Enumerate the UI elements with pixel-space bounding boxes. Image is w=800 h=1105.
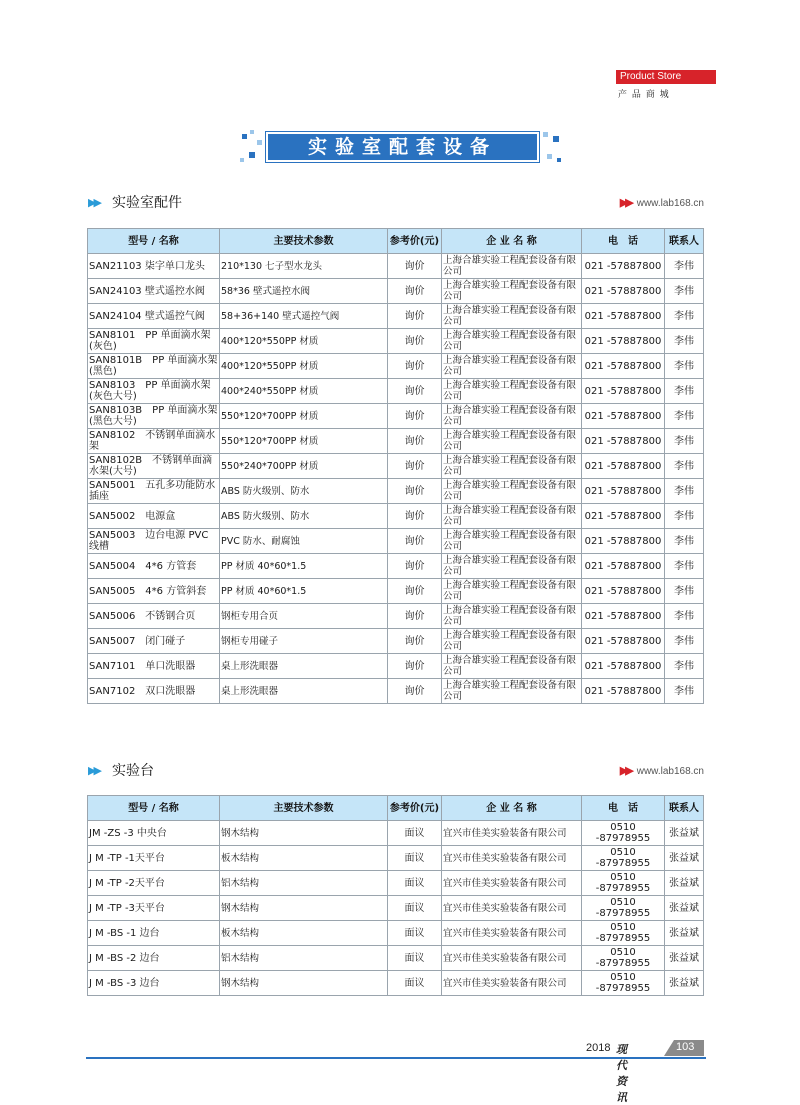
cell-model: J M -TP -1天平台 [88,846,220,871]
cell-contact: 李伟 [665,404,704,429]
cell-contact: 李伟 [665,529,704,554]
table-row [88,946,704,971]
cell-company: 上海合雄实验工程配套设备有限公司 [442,554,582,579]
cell-price: 询价 [388,329,442,354]
cell-price: 询价 [388,304,442,329]
site-link[interactable] [620,196,704,209]
cell-price: 询价 [388,379,442,404]
cell-contact: 李伟 [665,604,704,629]
cell-spec: 58*36 壁式遥控水阀 [220,279,388,304]
cell-company: 上海合雄实验工程配套设备有限公司 [442,604,582,629]
accessories-table [87,228,704,704]
cell-price: 询价 [388,504,442,529]
page-number: 103 [676,1041,695,1053]
cell-price: 询价 [388,454,442,479]
table-row [88,429,704,454]
product-store-badge: Product Store [616,70,716,84]
cell-phone: 021 -57887800 [582,529,665,554]
cell-company: 上海合雄实验工程配套设备有限公司 [442,629,582,654]
cell-spec: 板木结构 [220,921,388,946]
col-header-contact: 联系人 [665,229,704,254]
site-url[interactable]: www.lab168.cn [636,766,704,777]
cell-price: 面议 [388,896,442,921]
col-header-phone: 电 话 [582,796,665,821]
cell-model: J M -BS -2 边台 [88,946,220,971]
cell-contact: 张益斌 [665,821,704,846]
cell-model: SAN24104 壁式遥控气阀 [88,304,220,329]
cell-contact: 张益斌 [665,871,704,896]
table-row [88,529,704,554]
col-header-model: 型号 / 名称 [88,796,220,821]
cell-phone: 0510 -87978955 [582,896,665,921]
cell-price: 询价 [388,579,442,604]
banner-decoration-right [539,128,565,168]
cell-spec: 钢木结构 [220,821,388,846]
cell-spec: 桌上形洗眼器 [220,679,388,704]
cell-price: 询价 [388,279,442,304]
footer-magazine: 现代资讯 [616,1043,628,1104]
double-arrow-icon: ▶▶ [88,196,99,209]
table-row [88,329,704,354]
cell-price: 询价 [388,529,442,554]
cell-model: SAN5004 4*6 方管套 [88,554,220,579]
cell-phone: 0510 -87978955 [582,846,665,871]
cell-company: 上海合雄实验工程配套设备有限公司 [442,279,582,304]
cell-phone: 021 -57887800 [582,654,665,679]
cell-contact: 李伟 [665,329,704,354]
cell-company: 宜兴市佳美实验装备有限公司 [442,946,582,971]
cell-model: SAN21103 柒字单口龙头 [88,254,220,279]
double-arrow-icon: ▶▶ [88,764,99,777]
col-header-company: 企 业 名 称 [442,796,582,821]
cell-company: 上海合雄实验工程配套设备有限公司 [442,429,582,454]
cell-price: 面议 [388,871,442,896]
cell-phone: 0510 -87978955 [582,821,665,846]
cell-phone: 0510 -87978955 [582,871,665,896]
table-row [88,871,704,896]
table-row [88,921,704,946]
cell-contact: 李伟 [665,629,704,654]
cell-model: SAN7102 双口洗眼器 [88,679,220,704]
cell-model: SAN8101 PP 单面滴水架(灰色) [88,329,220,354]
col-header-spec: 主要技术参数 [220,229,388,254]
cell-phone: 021 -57887800 [582,254,665,279]
col-header-phone: 电 话 [582,229,665,254]
table-row [88,404,704,429]
cell-model: J M -BS -3 边台 [88,971,220,996]
cell-spec: 400*240*550PP 材质 [220,379,388,404]
cell-price: 询价 [388,654,442,679]
cell-phone: 021 -57887800 [582,429,665,454]
cell-spec: PP 材质 40*60*1.5 [220,579,388,604]
cell-phone: 0510 -87978955 [582,921,665,946]
cell-spec: 550*120*700PP 材质 [220,404,388,429]
table-row [88,554,704,579]
cell-company: 上海合雄实验工程配套设备有限公司 [442,354,582,379]
section-title: 实验室配件 [112,195,182,211]
cell-model: SAN8102B 不锈钢单面滴水架(大号) [88,454,220,479]
cell-company: 上海合雄实验工程配套设备有限公司 [442,654,582,679]
site-url[interactable]: www.lab168.cn [636,198,704,209]
cell-phone: 021 -57887800 [582,279,665,304]
site-link[interactable] [620,764,704,777]
cell-spec: 钢柜专用合页 [220,604,388,629]
cell-price: 询价 [388,354,442,379]
cell-spec: 板木结构 [220,846,388,871]
cell-contact: 张益斌 [665,846,704,871]
table-row [88,504,704,529]
cell-spec: 550*120*700PP 材质 [220,429,388,454]
cell-spec: PP 材质 40*60*1.5 [220,554,388,579]
cell-contact: 李伟 [665,554,704,579]
cell-phone: 021 -57887800 [582,579,665,604]
cell-company: 上海合雄实验工程配套设备有限公司 [442,304,582,329]
cell-contact: 李伟 [665,504,704,529]
cell-company: 上海合雄实验工程配套设备有限公司 [442,454,582,479]
cell-contact: 李伟 [665,654,704,679]
cell-spec: ABS 防火级别、防水 [220,504,388,529]
cell-spec: 铝木结构 [220,946,388,971]
cell-spec: 400*120*550PP 材质 [220,329,388,354]
footer-year: 2018 [586,1042,611,1054]
cell-spec: 550*240*700PP 材质 [220,454,388,479]
table-row [88,846,704,871]
cell-spec: 钢木结构 [220,896,388,921]
table-row [88,354,704,379]
cell-contact: 李伟 [665,254,704,279]
cell-phone: 021 -57887800 [582,679,665,704]
banner-decoration-left [240,128,266,168]
cell-model: JM -ZS -3 中央台 [88,821,220,846]
table-row [88,629,704,654]
cell-company: 上海合雄实验工程配套设备有限公司 [442,254,582,279]
cell-contact: 李伟 [665,304,704,329]
cell-contact: 李伟 [665,479,704,504]
cell-phone: 021 -57887800 [582,504,665,529]
cell-contact: 张益斌 [665,946,704,971]
cell-spec: 桌上形洗眼器 [220,654,388,679]
cell-contact: 李伟 [665,429,704,454]
cell-model: J M -TP -2天平台 [88,871,220,896]
section-title: 实验台 [112,763,154,779]
cell-contact: 张益斌 [665,921,704,946]
table-row [88,821,704,846]
cell-model: SAN8101B PP 单面滴水架(黑色) [88,354,220,379]
cell-company: 宜兴市佳美实验装备有限公司 [442,871,582,896]
table-row [88,304,704,329]
cell-company: 上海合雄实验工程配套设备有限公司 [442,504,582,529]
cell-price: 询价 [388,404,442,429]
table-row [88,454,704,479]
cell-price: 面议 [388,946,442,971]
cell-price: 面议 [388,971,442,996]
table-row [88,971,704,996]
cell-model: J M -BS -1 边台 [88,921,220,946]
cell-contact: 张益斌 [665,971,704,996]
cell-phone: 0510 -87978955 [582,946,665,971]
cell-model: SAN5006 不锈钢合页 [88,604,220,629]
cell-phone: 021 -57887800 [582,554,665,579]
cell-price: 询价 [388,254,442,279]
cell-company: 上海合雄实验工程配套设备有限公司 [442,379,582,404]
cell-model: J M -TP -3天平台 [88,896,220,921]
table-row [88,654,704,679]
cell-model: SAN8103B PP 单面滴水架(黑色大号) [88,404,220,429]
cell-price: 询价 [388,554,442,579]
cell-price: 面议 [388,846,442,871]
cell-company: 宜兴市佳美实验装备有限公司 [442,846,582,871]
cell-spec: 铝木结构 [220,871,388,896]
cell-price: 面议 [388,921,442,946]
cell-phone: 021 -57887800 [582,329,665,354]
cell-model: SAN8102 不锈钢单面滴水架 [88,429,220,454]
cell-company: 宜兴市佳美实验装备有限公司 [442,896,582,921]
cell-company: 宜兴市佳美实验装备有限公司 [442,821,582,846]
cell-model: SAN5001 五孔多功能防水插座 [88,479,220,504]
cell-spec: 钢木结构 [220,971,388,996]
cell-phone: 021 -57887800 [582,454,665,479]
col-header-spec: 主要技术参数 [220,796,388,821]
cell-company: 上海合雄实验工程配套设备有限公司 [442,579,582,604]
cell-phone: 021 -57887800 [582,354,665,379]
cell-contact: 李伟 [665,379,704,404]
col-header-company: 企 业 名 称 [442,229,582,254]
cell-spec: PVC 防水、耐腐蚀 [220,529,388,554]
cell-price: 面议 [388,821,442,846]
cell-model: SAN5002 电源盒 [88,504,220,529]
cell-model: SAN8103 PP 单面滴水架(灰色大号) [88,379,220,404]
cell-spec: 400*120*550PP 材质 [220,354,388,379]
table-row [88,896,704,921]
page-banner [240,128,565,168]
cell-price: 询价 [388,479,442,504]
cell-company: 上海合雄实验工程配套设备有限公司 [442,679,582,704]
col-header-model: 型号 / 名称 [88,229,220,254]
table-row [88,679,704,704]
cell-model: SAN24103 壁式遥控水阀 [88,279,220,304]
double-arrow-icon: ▶▶ [619,197,631,209]
cell-model: SAN5007 闭门碰子 [88,629,220,654]
cell-contact: 李伟 [665,454,704,479]
cell-company: 上海合雄实验工程配套设备有限公司 [442,529,582,554]
cell-contact: 李伟 [665,354,704,379]
cell-phone: 0510 -87978955 [582,971,665,996]
cell-phone: 021 -57887800 [582,379,665,404]
cell-phone: 021 -57887800 [582,304,665,329]
cell-contact: 李伟 [665,679,704,704]
col-header-price: 参考价(元) [388,796,442,821]
cell-spec: 210*130 七子型水龙头 [220,254,388,279]
benches-table [87,795,704,996]
cell-model: SAN5003 边台电源 PVC 线槽 [88,529,220,554]
cell-spec: ABS 防火级别、防水 [220,479,388,504]
cell-price: 询价 [388,429,442,454]
cell-model: SAN7101 单口洗眼器 [88,654,220,679]
footer-rule [86,1057,706,1059]
cell-company: 上海合雄实验工程配套设备有限公司 [442,329,582,354]
col-header-price: 参考价(元) [388,229,442,254]
cell-model: SAN5005 4*6 方管斜套 [88,579,220,604]
table-row [88,279,704,304]
cell-company: 上海合雄实验工程配套设备有限公司 [442,404,582,429]
cell-spec: 58+36+140 壁式遥控气阀 [220,304,388,329]
cell-spec: 钢柜专用碰子 [220,629,388,654]
cell-price: 询价 [388,604,442,629]
table-header-row [88,796,704,821]
cell-price: 询价 [388,679,442,704]
cell-phone: 021 -57887800 [582,604,665,629]
cell-phone: 021 -57887800 [582,404,665,429]
cell-company: 上海合雄实验工程配套设备有限公司 [442,479,582,504]
table-row [88,379,704,404]
table-row [88,604,704,629]
section-accessories-header [88,192,704,214]
cell-phone: 021 -57887800 [582,629,665,654]
cell-contact: 张益斌 [665,896,704,921]
banner-title: 实验室配套设备 [266,132,539,162]
col-header-contact: 联系人 [665,796,704,821]
product-store-subtitle: 产 品 商 城 [618,90,670,100]
cell-phone: 021 -57887800 [582,479,665,504]
table-row [88,479,704,504]
cell-contact: 李伟 [665,579,704,604]
table-row [88,254,704,279]
cell-company: 宜兴市佳美实验装备有限公司 [442,971,582,996]
cell-price: 询价 [388,629,442,654]
cell-company: 宜兴市佳美实验装备有限公司 [442,921,582,946]
table-row [88,579,704,604]
section-benches-header [88,760,704,782]
cell-contact: 李伟 [665,279,704,304]
double-arrow-icon: ▶▶ [619,765,631,777]
table-header-row [88,229,704,254]
